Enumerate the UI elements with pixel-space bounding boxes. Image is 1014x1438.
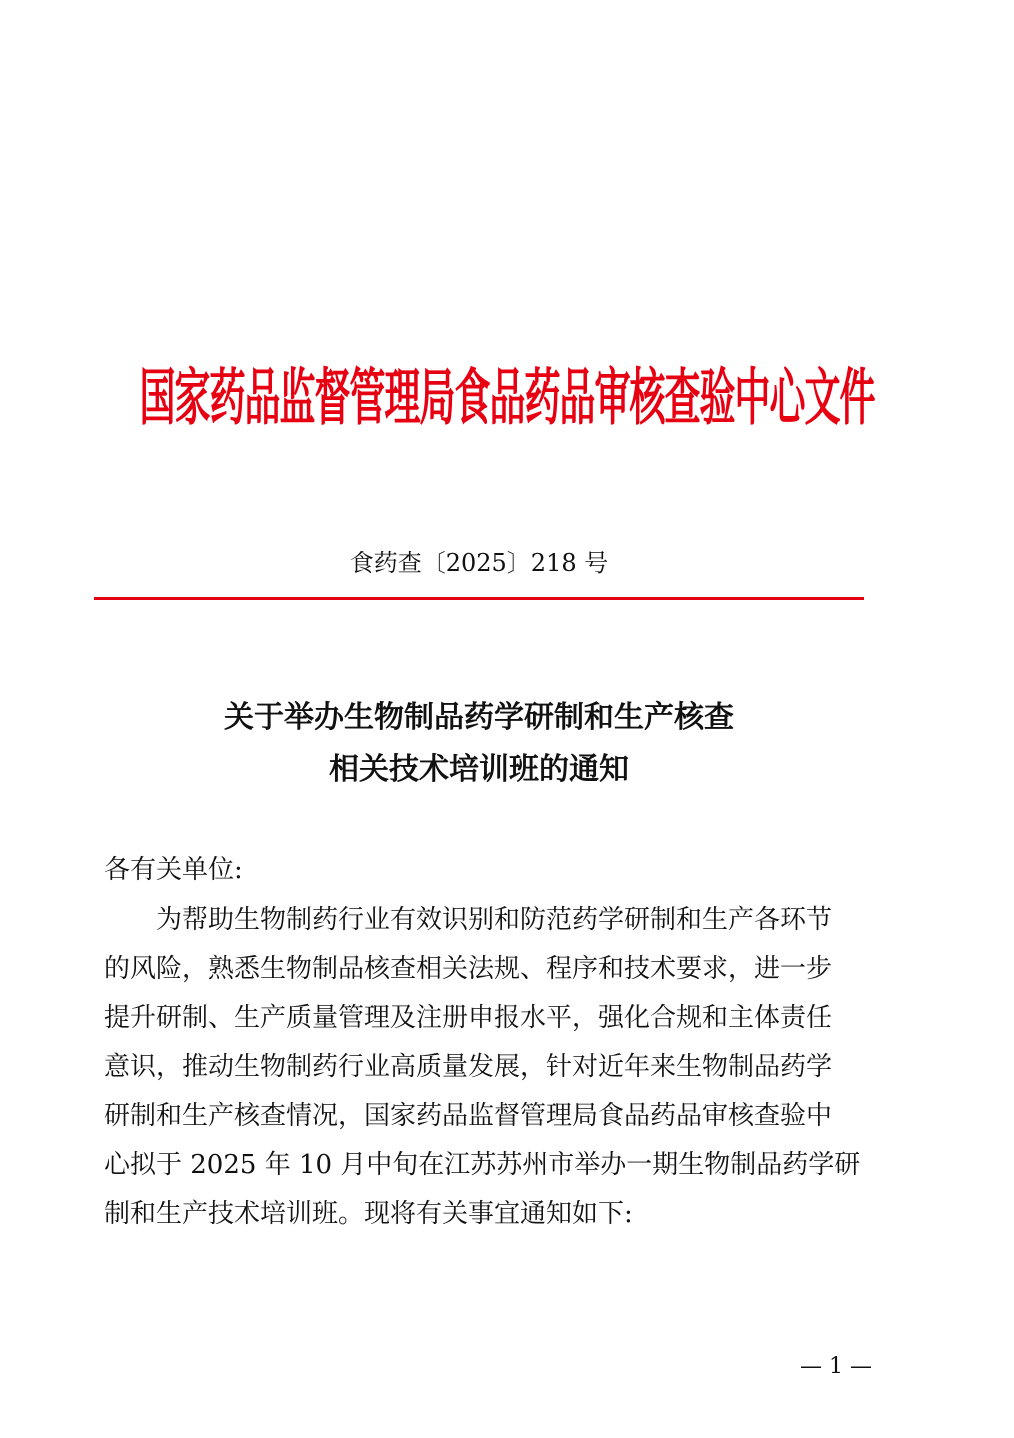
salutation: 各有关单位: [104,855,243,885]
page-number: — 1 — [800,1354,872,1379]
body-line: 研制和生产核查情况，国家药品监督管理局食品药品审核查验中 [104,1101,833,1131]
notice-title-line-2: 相关技术培训班的通知 [329,752,629,787]
notice-title [94,692,864,796]
red-divider-line [94,597,864,600]
body-line: 为帮助生物制药行业有效识别和防范药学研制和生产各环节 [104,905,833,935]
body-paragraph [104,896,872,1239]
body-line: 意识，推动生物制药行业高质量发展，针对近年来生物制品药学 [104,1052,833,1082]
notice-title-line-1: 关于举办生物制品药学研制和生产核查 [224,700,734,735]
body-line: 的风险，熟悉生物制品核查相关法规、程序和技术要求，进一步 [104,954,833,984]
issuer-header-title: 国家药品监督管理局食品药品审核查验中心文件 [139,364,875,434]
body-line: 制和生产技术培训班。现将有关事宜通知如下: [104,1199,633,1229]
body-line: 提升研制、生产质量管理及注册申报水平，强化合规和主体责任 [104,1003,833,1033]
document-number: 食药查〔2025〕218 号 [349,549,609,577]
body-line: 心拟于 2025 年 10 月中旬在江苏苏州市举办一期生物制品药学研 [104,1150,861,1180]
